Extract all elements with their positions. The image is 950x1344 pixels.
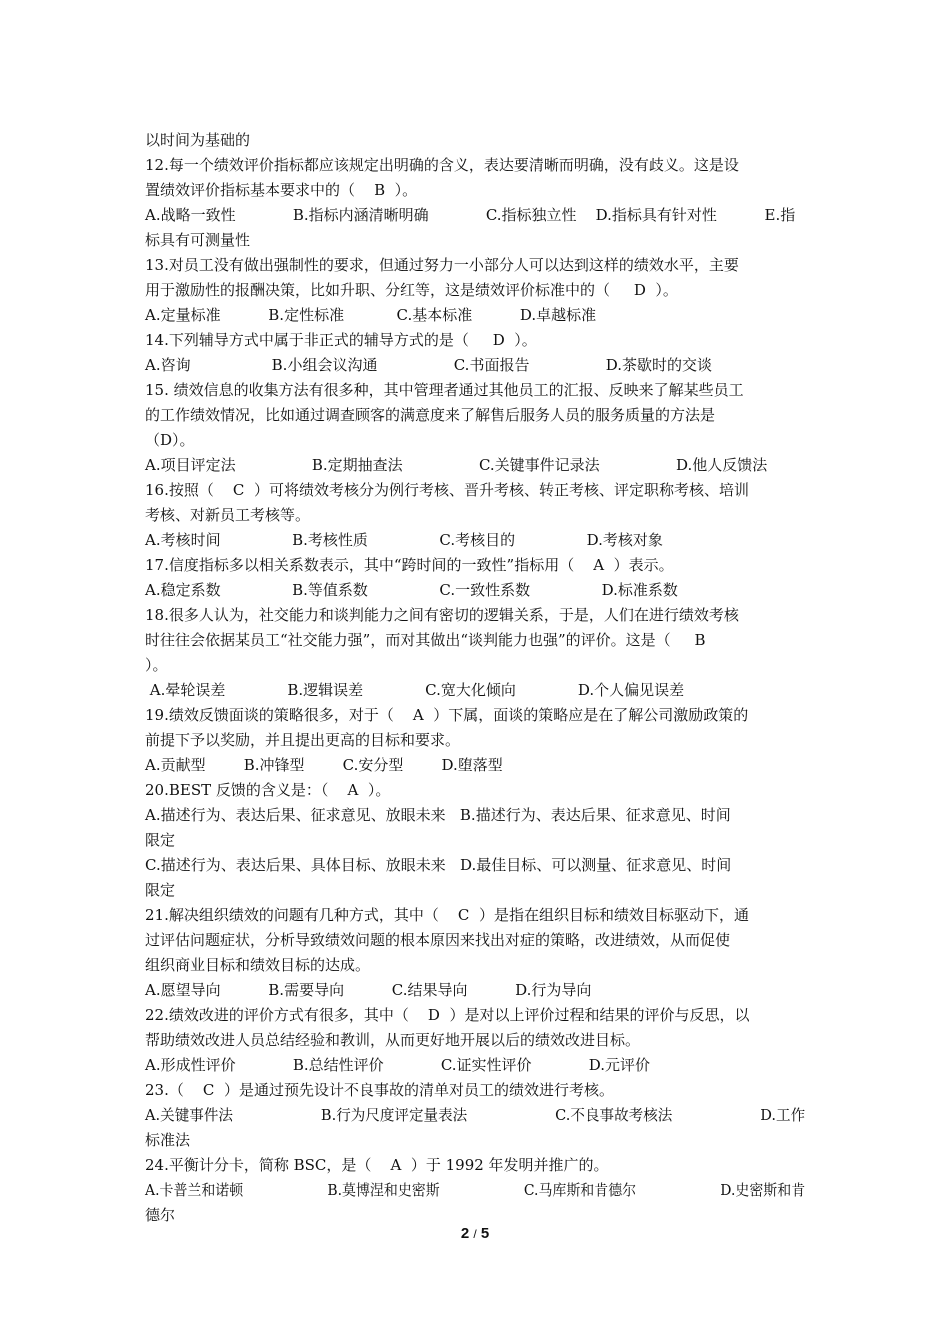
text-line: A.描述行为、表达后果、征求意见、放眼未来 B.描述行为、表达后果、征求意见、时间 <box>145 806 731 824</box>
total-pages: 5 <box>480 1225 490 1242</box>
text-line: 23.（ C ）是通过预先设计不良事故的清单对员工的绩效进行考核。 <box>145 1081 614 1099</box>
text-line: 22.绩效改进的评价方式有很多，其中（ D ）是对以上评价过程和结果的评价与反思，以 <box>145 1006 750 1024</box>
text-line: 时往往会依据某员工“社交能力强”，而对其做出“谈判能力也强”的评价。这是（ B <box>145 631 706 649</box>
text-line: A.关键事件法 B.行为尺度评定量表法 C.不良事故考核法 D.工作 <box>145 1106 806 1124</box>
current-page: 2 <box>460 1225 470 1242</box>
text-line: 用于激励性的报酬决策，比如升职、分红等，这是绩效评价标准中的（ D ）。 <box>145 281 678 299</box>
text-line: 限定 <box>145 881 176 899</box>
text-line: A.项目评定法 B.定期抽查法 C.关键事件记录法 D.他人反馈法 <box>145 456 768 474</box>
text-line: 过评估问题症状，分析导致绩效问题的根本原因来找出对症的策略，改进绩效，从而促使 <box>145 931 731 949</box>
text-line: A.咨询 B.小组会议沟通 C.书面报告 D.茶歇时的交谈 <box>145 356 712 374</box>
text-line: 限定 <box>145 831 176 849</box>
text-line: 置绩效评价指标基本要求中的（ B ）。 <box>145 181 418 199</box>
text-line: 标准法 <box>145 1131 191 1149</box>
text-line: 组织商业目标和绩效目标的达成。 <box>145 956 371 974</box>
document-body <box>145 128 805 1228</box>
text-line: 德尔 <box>145 1206 176 1224</box>
text-line: 14.下列辅导方式中属于非正式的辅导方式的是（ D ）。 <box>145 331 537 349</box>
text-line: 19.绩效反馈面谈的策略很多，对于（ A ）下属，面谈的策略应是在了解公司激励政策的 <box>145 706 749 724</box>
text-line: 18.很多人认为，社交能力和谈判能力之间有密切的逻辑关系，于是，人们在进行绩效考核 <box>145 606 739 624</box>
text-line: A.定量标准 B.定性标准 C.基本标准 D.卓越标准 <box>145 306 597 324</box>
text-line: A.卡普兰和诺顿 B.莫博涅和史密斯 C.马库斯和肯德尔 D.史密斯和肯 <box>145 1181 806 1199</box>
text-line: 13.对员工没有做出强制性的要求，但通过努力一小部分人可以达到这样的绩效水平，主要 <box>145 256 739 274</box>
text-line: A.形成性评价 B.总结性评价 C.证实性评价 D.元评价 <box>145 1056 651 1074</box>
text-line: 考核、对新员工考核等。 <box>145 506 311 524</box>
text-line: 16.按照（ C ）可将绩效考核分为例行考核、晋升考核、转正考核、评定职称考核、培训 <box>145 481 749 499</box>
text-line: 24.平衡计分卡，简称 BSC，是（ A ）于 1992 年发明并推广的。 <box>145 1156 609 1174</box>
text-line: A.战略一致性 B.指标内涵清晰明确 C.指标独立性 D.指标具有针对性 E.指 <box>145 206 796 224</box>
text-line: 以时间为基础的 <box>145 131 251 149</box>
page-separator: / <box>473 1227 477 1241</box>
text-line: 帮助绩效改进人员总结经验和教训，从而更好地开展以后的绩效改进目标。 <box>145 1031 641 1049</box>
text-line: 12.每一个绩效评价指标都应该规定出明确的含义，表达要清晰而明确，没有歧义。这是设 <box>145 156 739 174</box>
text-line: 20.BEST 反馈的含义是：（ A ）。 <box>145 781 391 799</box>
page-number <box>0 1225 950 1242</box>
text-line: 标具有可测量性 <box>145 231 251 249</box>
text-line: 15. 绩效信息的收集方法有很多种，其中管理者通过其他员工的汇报、反映来了解某些员工 <box>145 381 744 399</box>
text-line: A.考核时间 B.考核性质 C.考核目的 D.考核对象 <box>145 531 663 549</box>
text-line: C.描述行为、表达后果、具体目标、放眼未来 D.最佳目标、可以测量、征求意见、时间 <box>145 856 732 874</box>
text-line: A.贡献型 B.冲锋型 C.安分型 D.堕落型 <box>145 756 503 774</box>
text-line: A.晕轮误差 B.逻辑误差 C.宽大化倾向 D.个人偏见误差 <box>145 681 685 699</box>
text-line: （D）。 <box>145 431 195 449</box>
text-line: 前提下予以奖励，并且提出更高的目标和要求。 <box>145 731 461 749</box>
text-line: 的工作绩效情况，比如通过调查顾客的满意度来了解售后服务人员的服务质量的方法是 <box>145 406 716 424</box>
text-line: A.稳定系数 B.等值系数 C.一致性系数 D.标准系数 <box>145 581 678 599</box>
text-line: A.愿望导向 B.需要导向 C.结果导向 D.行为导向 <box>145 981 592 999</box>
text-line: 17.信度指标多以相关系数表示，其中“跨时间的一致性”指标用（ A ）表示。 <box>145 556 674 574</box>
text-line: 21.解决组织绩效的问题有几种方式，其中（ C ）是指在组织目标和绩效目标驱动下，通 <box>145 906 749 924</box>
text-line: ）。 <box>145 656 168 674</box>
